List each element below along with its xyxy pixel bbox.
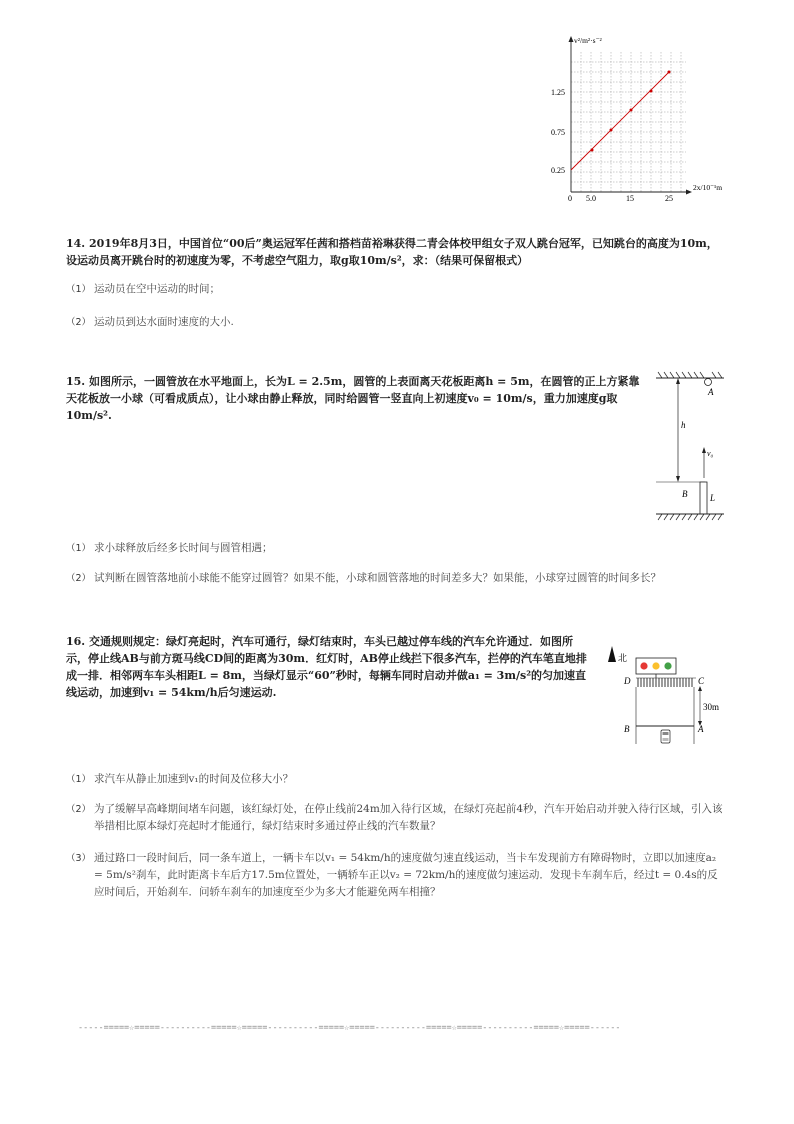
car-icon (661, 730, 670, 743)
q16-sub-1-text: 求汽车从静止加速到v₁的时间及位移大小？ (94, 773, 294, 785)
q16-stem: 16. 交通规则规定：绿灯亮起时，汽车可通行，绿灯结束时，车头已越过停车线的汽车允许通过．如图所示，停止线AB与前方斑马线CD间的距离为30m．红灯时，AB停止线拦下很多汽车，拦停的汽车笔直地排成一排．相邻两车车头相距L = 8m，当绿灯显示“60”秒时，每辆车同时启动并做a₁ = 3m/s²的匀加速直线运动，加速到v₁ = 54km/h后匀速运动. (66, 635, 587, 699)
q15-sub-2-text: 试判断在圆管落地前小球能不能穿过圆管？如果不能，小球和圆管落地的时间差多大？如果能，小球穿过圆管的时间多长？ (94, 572, 661, 584)
fig16-label-B: B (624, 724, 630, 734)
q15-sub-2 (66, 570, 726, 587)
q16-sub-2-num: （2） (66, 804, 92, 815)
q15-sub-1 (66, 540, 726, 557)
q14-sub-1-text: 运动员在空中运动的时间； (94, 283, 220, 295)
crosswalk (638, 678, 692, 687)
graph-fit-line (571, 72, 669, 170)
q14-stem: 14. 2019年8月3日，中国首位“00后”奥运冠军任茜和搭档苗裕琳获得二青会体校甲组女子双人跳台冠军，已知跳台的高度为10m，设运动员离开跳台时的初速度为零，不考虑空气阻力，取g取10m/s²，求：（结果可保留根式） (66, 237, 718, 267)
q16-sub-3-num: （3） (66, 853, 92, 864)
fig16-north: 北 (618, 653, 628, 663)
q15-sub-1-text: 求小球释放后经多长时间与圆管相遇； (94, 542, 273, 554)
q14-sub-2 (66, 314, 726, 331)
fig16-label-C: C (698, 676, 705, 686)
q15-sub-1-num: （1） (66, 543, 92, 554)
q14-sub-1 (66, 281, 726, 298)
graph-y-label: v²/m²·s⁻² (574, 36, 602, 45)
q15-figure (650, 370, 730, 522)
q14-sub-2-text: 运动员到达水面时速度的大小. (94, 316, 234, 328)
q16-sub-1 (66, 771, 726, 788)
ball-icon (705, 379, 712, 386)
fig16-label-A: A (698, 724, 704, 734)
north-arrow-icon (608, 646, 616, 662)
y-tick-1: 1.25 (551, 88, 565, 97)
fig15-label-h: h (681, 420, 686, 430)
q16-sub-3-text: 通过路口一段时间后，同一条车道上，一辆卡车以v₁ = 54km/h的速度做匀速直线运动，当卡车发现前方有障碍物时，立即以加速度a₂ = 5m/s²刹车，此时距离卡车后方17.5m位置处，一辆轿车正以v₂ = 72km/h的速度做匀速运动．发现卡车刹车后，经过t = 0.4s的反应时间后，开始刹车．问轿车刹车的加速度至少为多大才能避免两车相撞？ (94, 852, 718, 898)
q16-sub-3 (66, 850, 726, 901)
q16-sub-1-num: （1） (66, 774, 92, 785)
graph-x-label: 2x/10⁻¹m (693, 183, 723, 192)
q16-figure (606, 644, 730, 748)
q16-sub-2-text: 为了缓解早高峰期间堵车问题，该红绿灯处，在停止线前24m加入待行区域，在绿灯亮起前4秒，汽车开始启动并驶入待行区域，引入该举措相比原本绿灯亮起时才能通行，绿灯结束时多通过停止线的汽车数量？ (94, 803, 723, 832)
tube-icon (700, 482, 707, 514)
q16-sub-2 (66, 801, 726, 835)
fig15-label-B: B (682, 489, 688, 499)
fig15-label-L: L (710, 493, 716, 503)
x-tick-2: 5.0 (586, 194, 596, 203)
q15-sub-2-num: （2） (66, 573, 92, 584)
q14-sub-1-num: （1） (66, 284, 92, 295)
fig15-label-A: A (708, 387, 714, 397)
fig15-label-v0: v₀ (707, 449, 714, 458)
x-tick-3: 15 (626, 194, 634, 203)
y-tick-3: 0.25 (551, 166, 565, 175)
fig16-distance: 30m (703, 702, 720, 712)
x-tick-1: 0 (568, 194, 572, 203)
q14-sub-2-num: （2） (66, 317, 92, 328)
y-tick-2: 0.75 (551, 128, 565, 137)
fig16-label-D: D (624, 676, 631, 686)
vx-graph (548, 32, 738, 204)
x-tick-4: 25 (665, 194, 673, 203)
page-footer-divider: -----=====☆=====----------=====☆=====----------=====☆=====----------=====☆=====----------=====☆=====------ (78, 1023, 621, 1033)
q15-stem: 15. 如图所示，一圆管放在水平地面上，长为L = 2.5m，圆管的上表面离天花板距离h = 5m，在圆管的正上方紧靠天花板放一小球（可看成质点），让小球由静止释放，同时给圆管一竖直向上初速度v₀ = 10m/s，重力加速度g取10m/s². (66, 375, 640, 422)
